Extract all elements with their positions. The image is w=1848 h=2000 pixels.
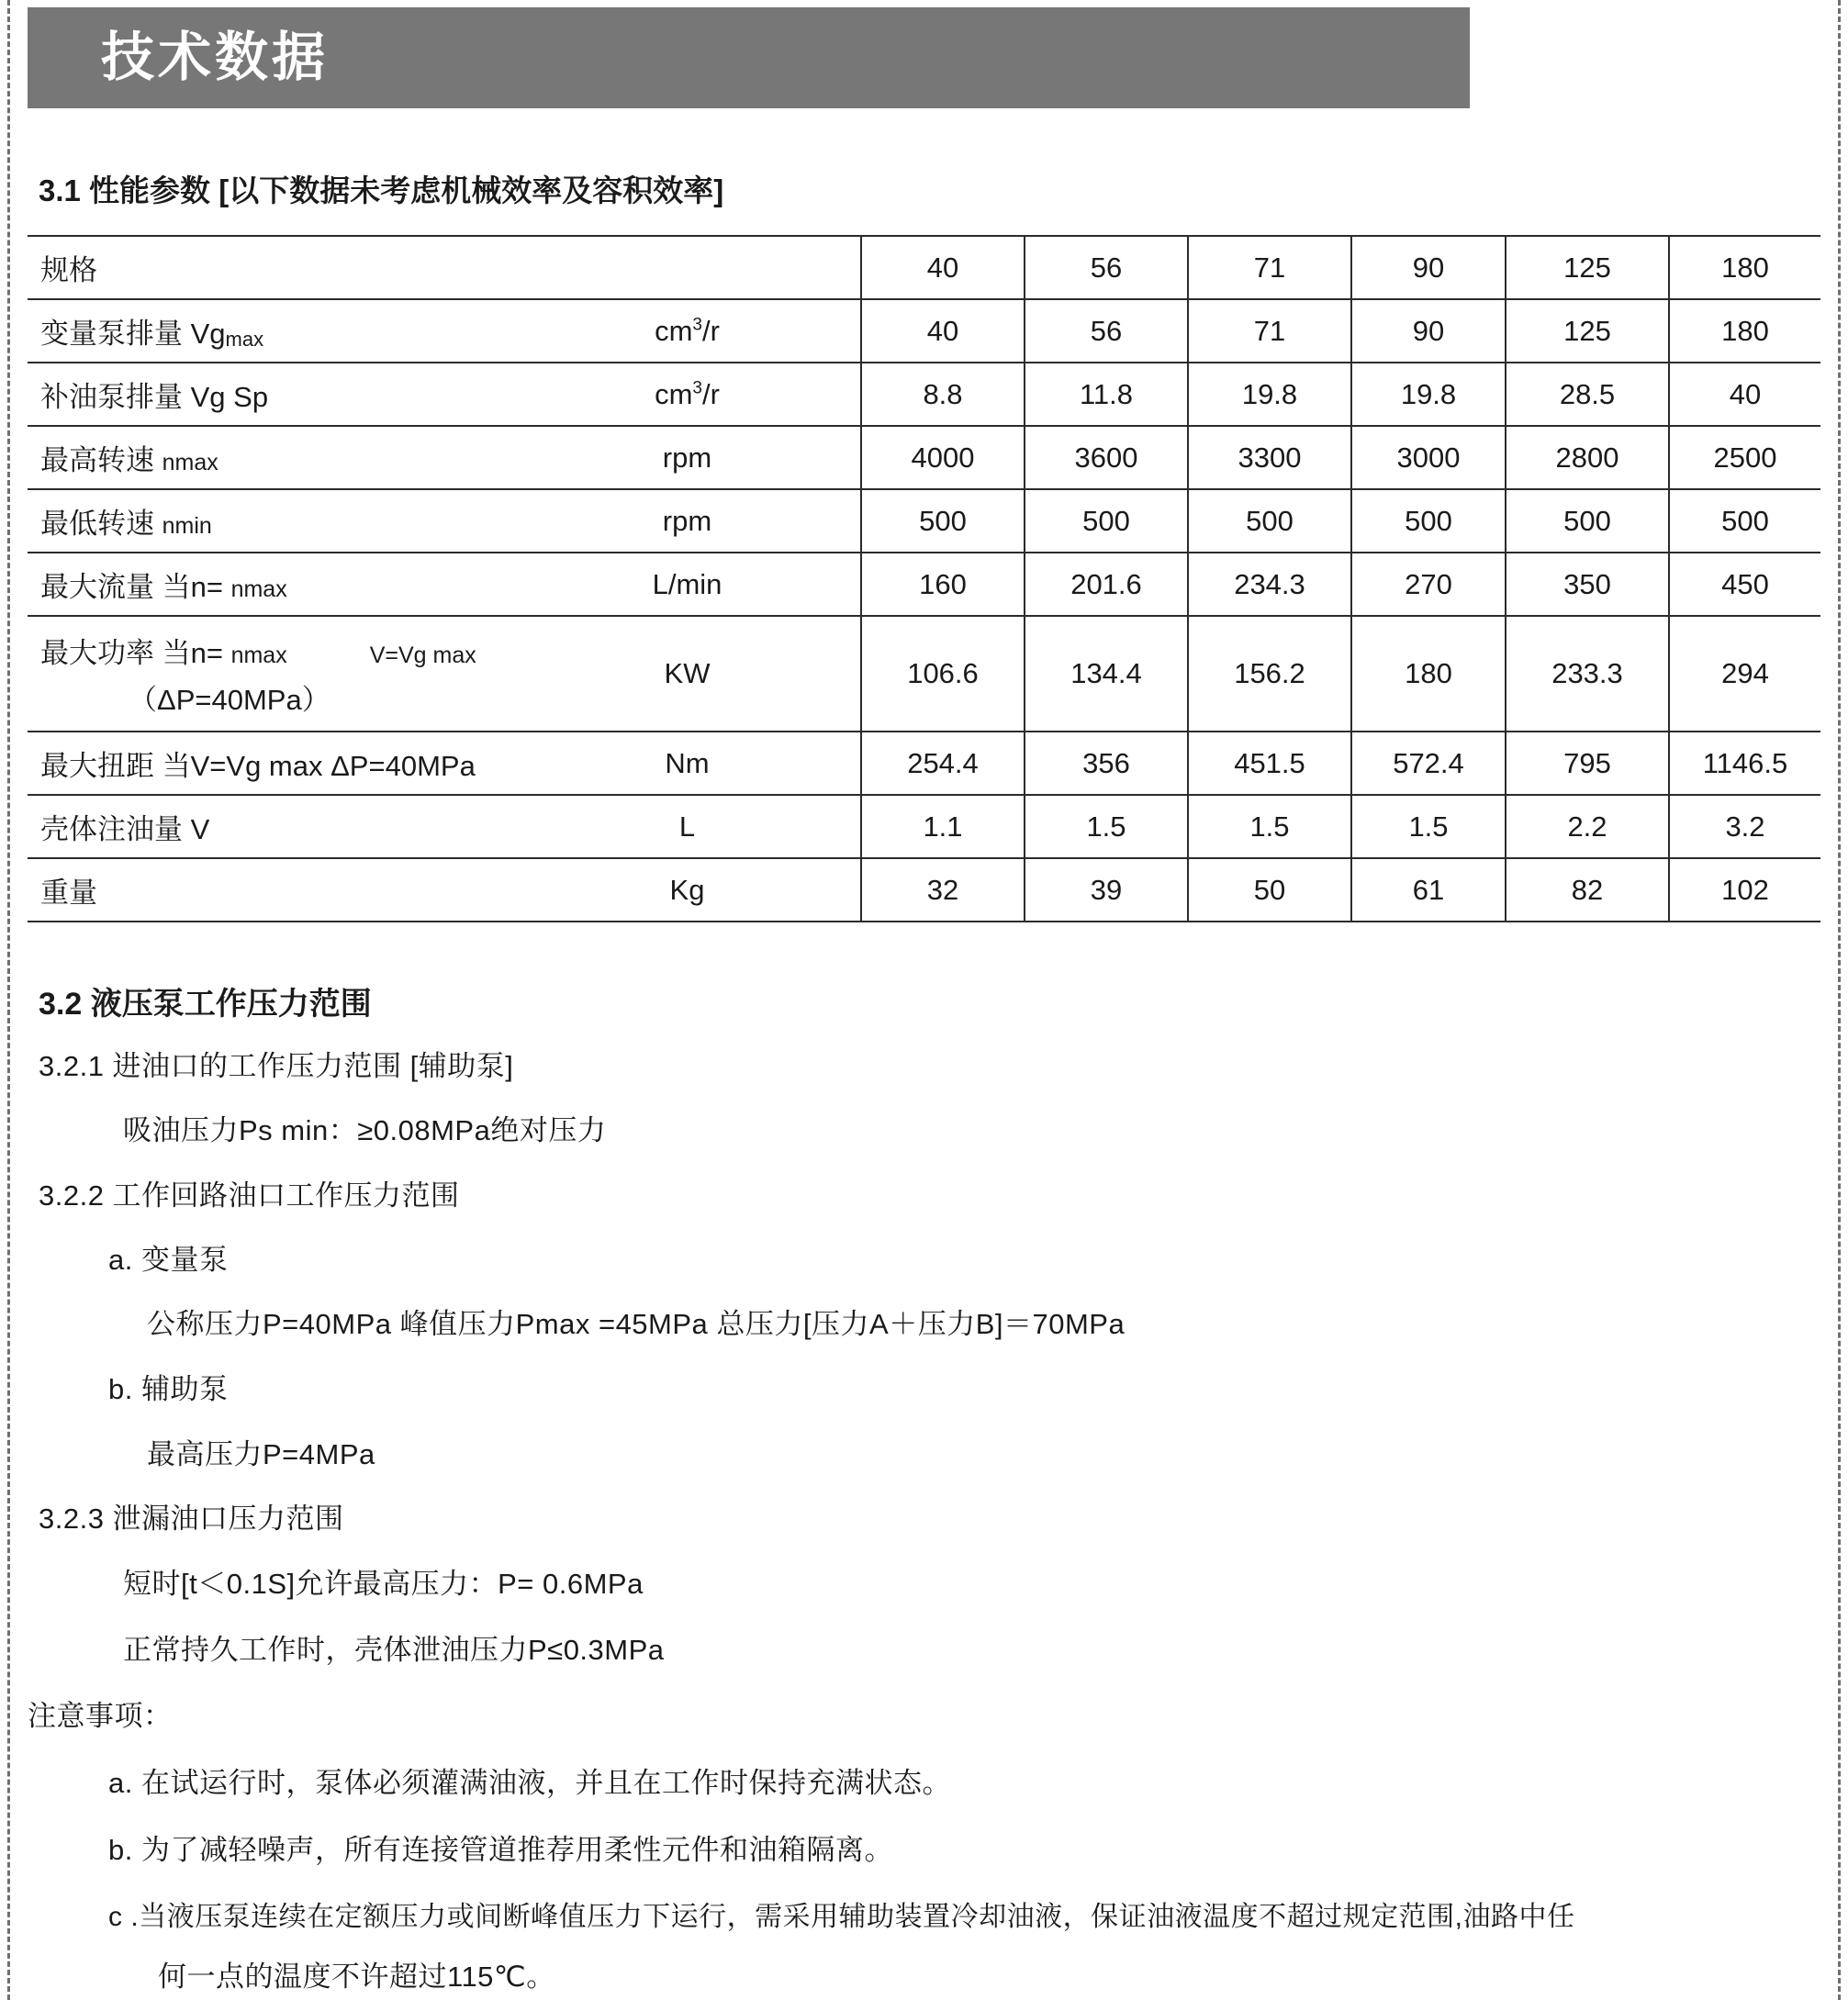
cell-value: 71	[1188, 236, 1351, 299]
cell-value: 56	[1025, 236, 1188, 299]
row-unit: rpm	[514, 489, 861, 553]
row-unit	[514, 236, 861, 299]
cell-value: 8.8	[861, 363, 1025, 426]
cell-value: 350	[1506, 553, 1669, 616]
cell-value: 270	[1351, 553, 1506, 616]
cell-value: 450	[1669, 553, 1820, 616]
cell-value: 71	[1188, 299, 1351, 363]
cell-value: 82	[1506, 858, 1669, 922]
row-unit: Kg	[514, 858, 861, 922]
row-unit: KW	[514, 616, 861, 732]
table-row	[28, 363, 1820, 426]
cell-value: 3.2	[1669, 795, 1820, 858]
table-row	[28, 299, 1820, 363]
row-label-text: 最大流量 当n=	[40, 571, 231, 603]
item-3-2-3-heading: 3.2.3 泄漏油口压力范围	[39, 1503, 344, 1535]
cell-value: 500	[1351, 489, 1506, 553]
table-row-torque	[28, 732, 1820, 795]
row-label-symbol: nmin	[162, 513, 212, 539]
row-label	[28, 489, 514, 553]
cell-value: 500	[861, 489, 1025, 553]
cell-value: 795	[1506, 732, 1669, 795]
left-margin-guide	[7, 0, 10, 2000]
notes-title: 注意事项：	[28, 1700, 173, 1732]
cell-value: 90	[1351, 236, 1506, 299]
page-header-band	[28, 7, 1470, 108]
cell-value: 1.5	[1188, 795, 1351, 858]
cell-value: 56	[1025, 299, 1188, 363]
row-label	[28, 426, 514, 489]
row-unit: L	[514, 795, 861, 858]
section-3-2-heading: 3.2 液压泵工作压力范围	[39, 987, 372, 1022]
item-3-2-3-detail-1: 短时[t＜0.1S]允许最高压力：P= 0.6MPa	[123, 1568, 644, 1600]
row-label	[28, 553, 514, 616]
row-label: 最大扭距 当V=Vg max ΔP=40MPa	[28, 732, 514, 795]
cell-value: 11.8	[1025, 363, 1188, 426]
row-label-text: 最高转速	[40, 444, 162, 476]
cell-value: 40	[861, 299, 1025, 363]
item-3-2-2-a-label: a. 变量泵	[108, 1244, 229, 1276]
cell-value: 125	[1506, 299, 1669, 363]
cell-value: 19.8	[1188, 363, 1351, 426]
cell-value: 3600	[1025, 426, 1188, 489]
cell-value: 500	[1669, 489, 1820, 553]
item-3-2-2-b-detail: 最高压力P=4MPa	[147, 1438, 375, 1470]
row-unit: $cm^3/r$	[514, 299, 861, 363]
cell-value: 40	[861, 236, 1025, 299]
row-label-text: 变量泵排量 Vg	[40, 318, 226, 350]
section-3-1-heading: 3.1 性能参数 [以下数据未考虑机械效率及容积效率]	[39, 173, 724, 207]
row-unit: L/min	[514, 553, 861, 616]
row-label: 规格	[28, 236, 514, 299]
row-label: 壳体注油量 V	[28, 795, 514, 858]
row-label: 重量	[28, 858, 514, 922]
row-label: 补油泵排量 Vg Sp	[28, 363, 514, 426]
cell-value: 4000	[861, 426, 1025, 489]
cell-value: 106.6	[861, 616, 1025, 732]
note-item-c-line2: 何一点的温度不许超过115℃。	[158, 1961, 555, 1993]
item-3-2-2-b-label: b. 辅助泵	[108, 1373, 229, 1405]
right-margin-guide	[1838, 0, 1841, 2000]
item-3-2-1-heading: 3.2.1 进油口的工作压力范围 [辅助泵]	[39, 1050, 514, 1082]
item-3-2-2-a-detail: 公称压力P=40MPa 峰值压力Pmax =45MPa 总压力[压力A＋压力B]＝70MPa	[147, 1308, 1126, 1340]
cell-value: 1146.5	[1669, 732, 1820, 795]
cell-value: 50	[1188, 858, 1351, 922]
row-label-text: 最低转速	[40, 508, 162, 540]
row-unit: rpm	[514, 426, 861, 489]
cell-value: 134.4	[1025, 616, 1188, 732]
power-label-line1	[40, 630, 514, 671]
cell-value: 40	[1669, 363, 1820, 426]
cell-value: 28.5	[1506, 363, 1669, 426]
cell-value: 180	[1351, 616, 1506, 732]
cell-value: 1.1	[861, 795, 1025, 858]
power-label-line2: （ΔP=40MPa）	[129, 684, 330, 716]
cell-value: 2.2	[1506, 795, 1669, 858]
row-label-symbol: nmax	[230, 576, 287, 602]
cell-value: 39	[1025, 858, 1188, 922]
power-label-vgmax: V=Vg max	[369, 642, 476, 668]
cell-value: 156.2	[1188, 616, 1351, 732]
cell-value: 572.4	[1351, 732, 1506, 795]
cell-value: 254.4	[861, 732, 1025, 795]
cell-value: 61	[1351, 858, 1506, 922]
cell-value: 2500	[1669, 426, 1820, 489]
note-item-b: b. 为了减轻噪声，所有连接管道推荐用柔性元件和油箱隔离。	[108, 1834, 893, 1866]
power-label-prefix: 最大功率 当n=	[40, 637, 231, 669]
table-row	[28, 489, 1820, 553]
item-3-2-3-detail-2: 正常持久工作时，壳体泄油压力P≤0.3MPa	[123, 1634, 665, 1666]
cell-value: 32	[861, 858, 1025, 922]
note-item-a: a. 在试运行时，泵体必须灌满油液，并且在工作时保持充满状态。	[108, 1767, 951, 1799]
note-item-c-line1: c .当液压泵连续在定额压力或间断峰值压力下运行，需采用辅助装置冷却油液，保证油液温度不超过规定范围,油路中任	[108, 1902, 1575, 1932]
cell-value: 1.5	[1025, 795, 1188, 858]
cell-value: 233.3	[1506, 616, 1669, 732]
table-row	[28, 426, 1820, 489]
cell-value: 1.5	[1351, 795, 1506, 858]
unit-exponent: 3	[692, 315, 702, 335]
page-title: 技术数据	[101, 28, 330, 87]
row-label	[28, 616, 514, 732]
power-label-nmax: nmax	[230, 642, 287, 668]
cell-value: 180	[1669, 299, 1820, 363]
cell-value: 102	[1669, 858, 1820, 922]
row-label	[28, 299, 514, 363]
cell-value: 356	[1025, 732, 1188, 795]
cell-value: 90	[1351, 299, 1506, 363]
row-label-symbol: nmax	[162, 450, 218, 475]
performance-spec-table	[28, 235, 1820, 922]
item-3-2-1-detail: 吸油压力Ps min：≥0.08MPa绝对压力	[123, 1114, 607, 1146]
cell-value: 160	[861, 553, 1025, 616]
table-row	[28, 858, 1820, 922]
cell-value: 201.6	[1025, 553, 1188, 616]
cell-value: 500	[1506, 489, 1669, 553]
cell-value: 3000	[1351, 426, 1506, 489]
table-row-power	[28, 616, 1820, 732]
table-row	[28, 553, 1820, 616]
row-label-subscript: max	[225, 328, 264, 351]
cell-value: 500	[1025, 489, 1188, 553]
spec-table-container	[28, 235, 1820, 922]
unit-exponent: 3	[692, 378, 702, 398]
row-unit: Nm	[514, 732, 861, 795]
cell-value: 3300	[1188, 426, 1351, 489]
cell-value: 500	[1188, 489, 1351, 553]
item-3-2-2-heading: 3.2.2 工作回路油口工作压力范围	[39, 1179, 460, 1212]
cell-value: 125	[1506, 236, 1669, 299]
cell-value: 451.5	[1188, 732, 1351, 795]
cell-value: 180	[1669, 236, 1820, 299]
table-row	[28, 236, 1820, 299]
cell-value: 19.8	[1351, 363, 1506, 426]
cell-value: 294	[1669, 616, 1820, 732]
cell-value: 2800	[1506, 426, 1669, 489]
table-row	[28, 795, 1820, 858]
row-unit: $cm^3/r$	[514, 363, 861, 426]
cell-value: 234.3	[1188, 553, 1351, 616]
